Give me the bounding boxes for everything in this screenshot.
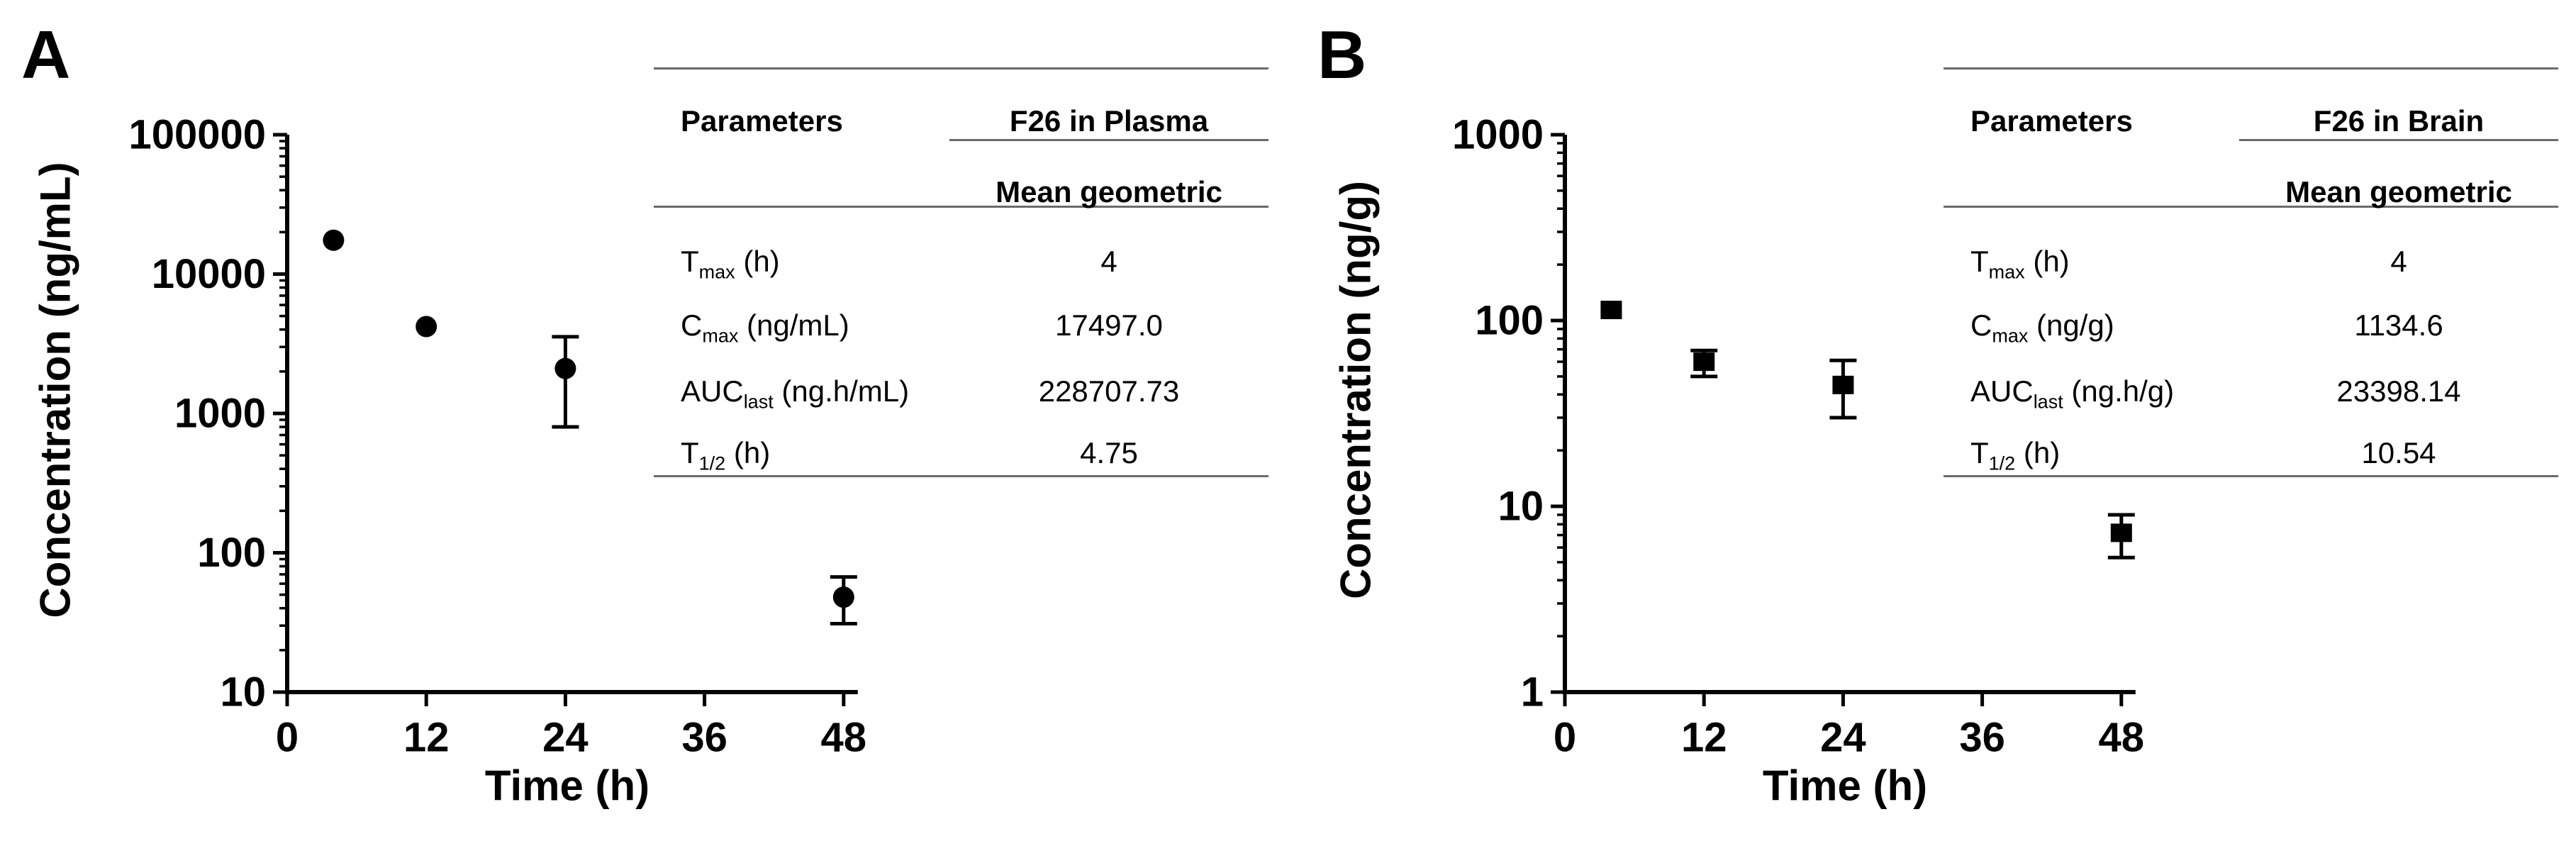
panel-a-y-axis-title: Concentration (ng/mL) <box>31 162 79 618</box>
parameter-label: $T_{max}$ (h) <box>681 245 780 283</box>
data-point-marker <box>1693 352 1714 371</box>
y-tick-label: 100 <box>197 530 266 576</box>
table-header-parameters: Parameters <box>1970 104 2133 138</box>
parameter-value: 17497.0 <box>1055 308 1163 342</box>
x-tick-label: 24 <box>1820 714 1866 761</box>
table-subheader-statistic: Mean geometric <box>2285 175 2512 208</box>
parameter-label: $AUC_{last}$ (ng.h/g) <box>1970 374 2175 413</box>
y-tick-label: 1000 <box>1451 111 1544 158</box>
data-point-marker <box>416 316 437 338</box>
table-rule <box>654 475 1269 477</box>
table-rule <box>2239 139 2558 141</box>
parameter-value: 4 <box>2390 245 2407 278</box>
y-tick-label: 100 <box>1475 297 1544 344</box>
y-tick-label: 10000 <box>151 251 266 297</box>
x-tick-label: 0 <box>1553 714 1577 761</box>
y-tick-label: 1 <box>1520 669 1544 716</box>
table-header-group: F26 in Brain <box>2313 104 2485 138</box>
y-tick-label: 1000 <box>174 390 266 437</box>
panel-b-x-axis-title: Time (h) <box>1762 762 1928 810</box>
data-point-marker <box>1600 301 1622 319</box>
data-point-marker <box>323 230 344 251</box>
parameter-label: $C_{max}$ (ng/g) <box>1970 308 2114 347</box>
x-tick-label: 48 <box>2098 714 2145 761</box>
parameter-value: 23398.14 <box>2336 374 2461 408</box>
table-header-group: F26 in Plasma <box>1009 104 1209 138</box>
panel-b-letter: B <box>1317 17 1367 93</box>
parameter-label: $AUC_{last}$ (ng.h/mL) <box>681 374 910 413</box>
x-tick-label: 36 <box>681 714 727 761</box>
x-tick-label: 24 <box>542 714 589 761</box>
parameter-value: 4.75 <box>1080 436 1138 469</box>
parameter-value: 10.54 <box>2361 436 2436 469</box>
data-point-marker <box>2111 523 2132 542</box>
panel-a-x-axis-title: Time (h) <box>484 762 650 810</box>
table-rule <box>1944 67 2558 69</box>
parameter-value: 1134.6 <box>2354 308 2443 342</box>
x-tick-label: 48 <box>820 714 867 761</box>
panel-a-letter: A <box>21 17 71 93</box>
y-tick-label: 100000 <box>128 111 266 158</box>
parameter-label: $T_{1/2}$ (h) <box>1970 436 2061 474</box>
parameter-label: $T_{1/2}$ (h) <box>681 436 771 474</box>
data-point-marker <box>1832 376 1853 394</box>
table-subheader-statistic: Mean geometric <box>996 175 1222 208</box>
x-tick-label: 12 <box>403 714 450 761</box>
y-tick-label: 10 <box>1498 483 1544 530</box>
parameter-label: $C_{max}$ (ng/mL) <box>681 308 849 347</box>
data-point-marker <box>833 586 854 608</box>
table-rule <box>1944 475 2558 477</box>
table-rule <box>654 67 1269 69</box>
data-point-marker <box>554 358 576 379</box>
panel-b-y-axis-title: Concentration (ng/g) <box>1332 181 1380 599</box>
x-tick-label: 12 <box>1680 714 1727 761</box>
x-tick-label: 36 <box>1959 714 2005 761</box>
y-tick-label: 10 <box>220 669 266 716</box>
x-tick-label: 0 <box>275 714 299 761</box>
table-header-parameters: Parameters <box>681 104 843 138</box>
parameter-value: 228707.73 <box>1038 374 1180 408</box>
parameter-value: 4 <box>1100 245 1117 278</box>
table-rule <box>949 139 1269 141</box>
parameter-label: $T_{max}$ (h) <box>1970 245 2070 283</box>
